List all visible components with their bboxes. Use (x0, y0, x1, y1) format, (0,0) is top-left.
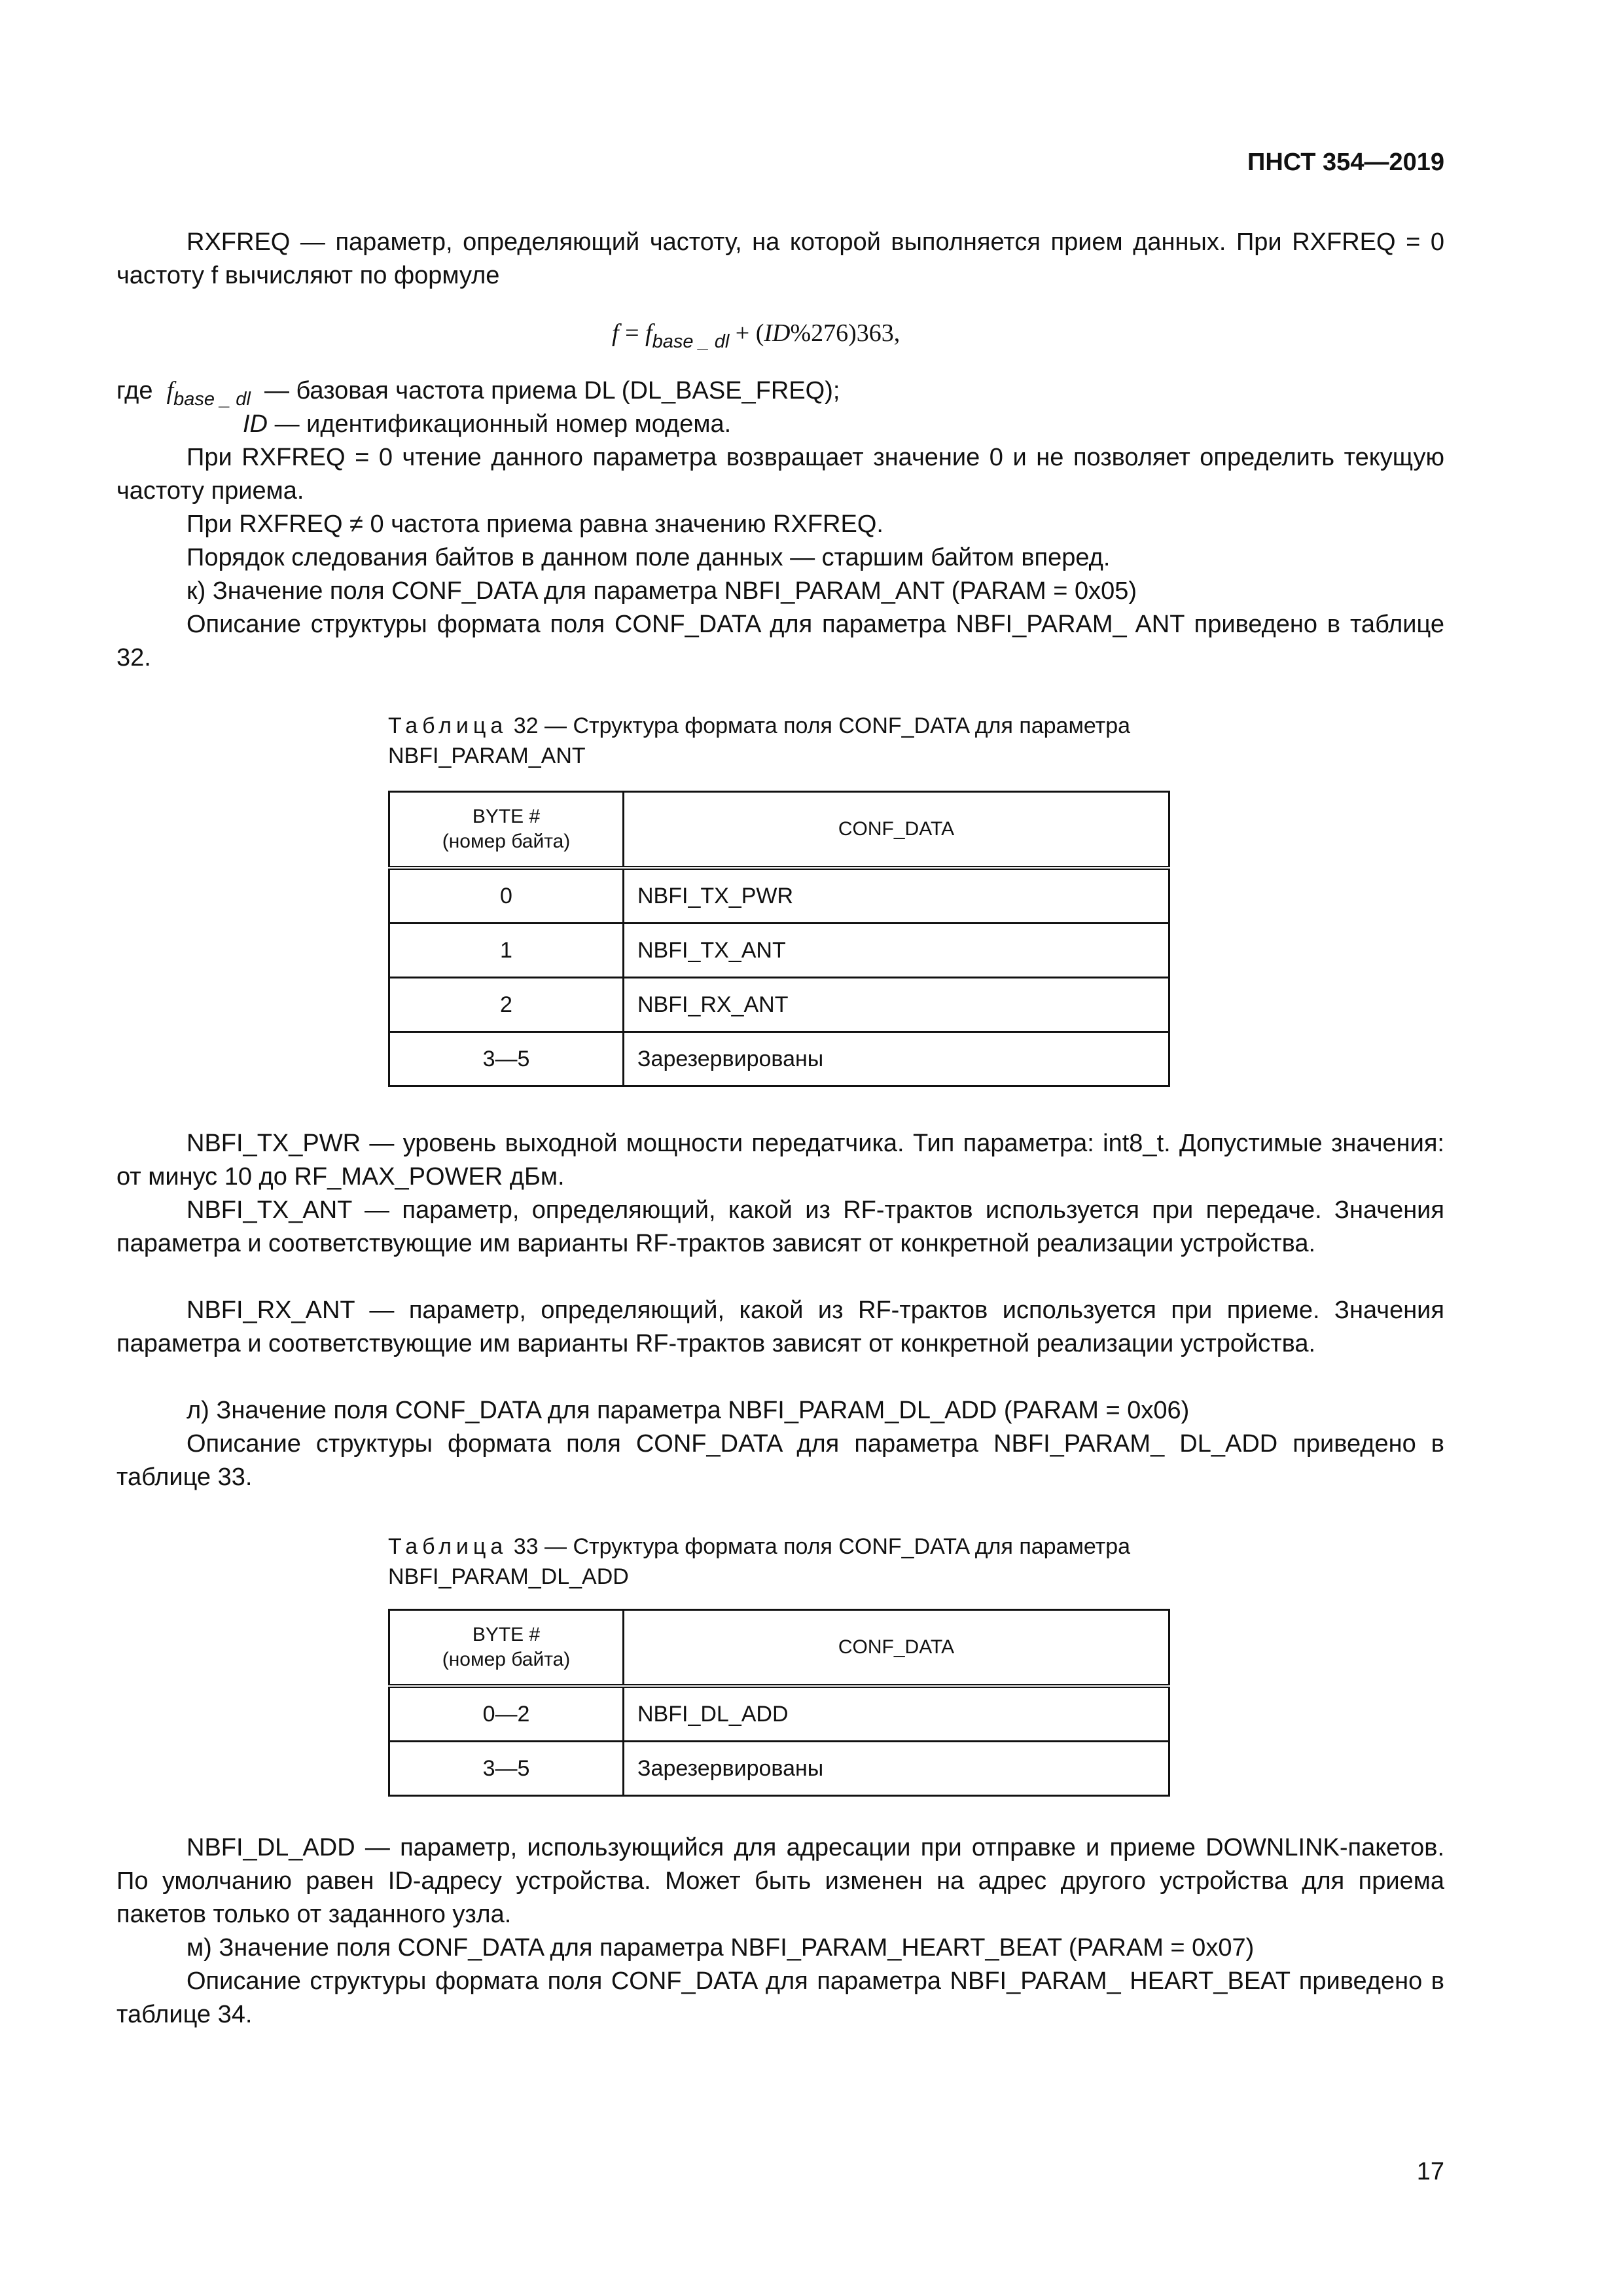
table32-caption-word: Таблица (388, 713, 508, 738)
header-byte (389, 792, 624, 869)
formula-id: ID (764, 319, 791, 347)
table-header-row (389, 792, 1169, 869)
header-byte-sub: (номер байта) (442, 831, 571, 852)
paragraph-dladd: NBFI_DL_ADD — параметр, использующийся для адресации при отправке и приеме DOWNLINK-пакетов. По умолчанию равен ID-адресу устройства. Может быть изменен на адрес другого устройства для приема пакетов только от заданного узла. (116, 1834, 1444, 1928)
paragraph-rxant: NBFI_RX_ANT — параметр, определяющий, какой из RF-трактов используется при приеме. Значения параметра и соответствующие им варианты RF-трактов зависят от конкретной реализации устройства. (116, 1297, 1444, 1357)
table33-caption-text: 33 — Структура формата поля CONF_DATA для параметра (507, 1534, 1131, 1559)
paragraph-rxfreq: RXFREQ — параметр, определяющий частоту, на которой выполняется прием данных. При RXFREQ = 0 частоту f вычисляют по формуле (116, 228, 1444, 289)
table33 (388, 1609, 1170, 1797)
byte-cell: 0—2 (389, 1686, 624, 1742)
formula-plus: + ( (729, 319, 764, 347)
header-byte-label: BYTE # (472, 1624, 541, 1645)
paragraph-k: к) Значение поля CONF_DATA для параметра NBFI_PARAM_ANT (PARAM = 0x05) (187, 577, 1137, 605)
table-header-row (389, 1610, 1169, 1687)
value-cell: Зарезервированы (624, 1032, 1169, 1086)
page-number: 17 (1416, 2158, 1444, 2185)
byte-cell: 0 (389, 868, 624, 924)
table33-caption (388, 1532, 1239, 1592)
table33-caption-word: Таблица (388, 1534, 508, 1559)
paragraph-rx0: При RXFREQ = 0 чтение данного параметра возвращает значение 0 и не позволяет определить текущую частоту приема. (116, 444, 1444, 505)
standard-number: ПНСТ 354—2019 (1247, 149, 1444, 176)
byte-cell: 3—5 (389, 1032, 624, 1086)
formula-rest: %276)363, (790, 319, 901, 347)
paragraph-order: Порядок следования байтов в данном поле данных — старшим байтом вперед. (187, 544, 1111, 571)
where-prefix: где (116, 377, 153, 404)
byte-cell: 1 (389, 924, 624, 978)
formula (612, 317, 900, 359)
value-cell: NBFI_TX_PWR (624, 868, 1169, 924)
formula-f: f (612, 319, 619, 347)
paragraph-m: м) Значение поля CONF_DATA для параметра NBFI_PARAM_HEART_BEAT (PARAM = 0x07) (187, 1934, 1255, 1962)
where-subscript: base _ dl (173, 389, 251, 410)
where-f: f (166, 377, 174, 404)
formula-eq: = (618, 319, 645, 347)
value-cell: NBFI_TX_ANT (624, 924, 1169, 978)
header-byte-sub: (номер байта) (442, 1649, 571, 1670)
formula-subscript: base _ dl (652, 331, 730, 352)
table32 (388, 791, 1170, 1087)
table33-caption-line2: NBFI_PARAM_DL_ADD (388, 1564, 629, 1589)
table-row (389, 1032, 1169, 1086)
where-text: — базовая частота приема DL (DL_BASE_FREQ); (264, 377, 840, 404)
id-line (243, 408, 731, 441)
value-cell: Зарезервированы (624, 1742, 1169, 1796)
id-label: ID (243, 410, 268, 438)
table-row (389, 1742, 1169, 1796)
value-cell: NBFI_RX_ANT (624, 978, 1169, 1032)
paragraph-l: л) Значение поля CONF_DATA для параметра NBFI_PARAM_DL_ADD (PARAM = 0x06) (187, 1397, 1190, 1424)
paragraph-txpwr: NBFI_TX_PWR — уровень выходной мощности передатчика. Тип параметра: int8_t. Допустимые значения: от минус 10 до RF_MAX_POWER дБм. (116, 1130, 1444, 1191)
header-byte-label: BYTE # (472, 806, 541, 827)
table32-caption-line2: NBFI_PARAM_ANT (388, 744, 586, 768)
value-cell: NBFI_DL_ADD (624, 1686, 1169, 1742)
formula-f-base: f (645, 319, 652, 347)
paragraph-txant: NBFI_TX_ANT — параметр, определяющий, какой из RF-трактов используется при передаче. Значения параметра и соответствующие им варианты RF-трактов зависят от конкретной реализации устройства. (116, 1196, 1444, 1257)
paragraph-desc33: Описание структуры формата поля CONF_DATA для параметра NBFI_PARAM_ DL_ADD приведено в таблице 33. (116, 1430, 1444, 1491)
table-row (389, 978, 1169, 1032)
byte-cell: 3—5 (389, 1742, 624, 1796)
header-conf-data: CONF_DATA (624, 1610, 1169, 1687)
byte-cell: 2 (389, 978, 624, 1032)
id-text: — идентификационный номер модема. (274, 410, 732, 438)
paragraph-desc32: Описание структуры формата поля CONF_DATA для параметра NBFI_PARAM_ ANT приведено в таблице 32. (116, 611, 1444, 672)
header-byte (389, 1610, 624, 1687)
paragraph-rxne0: При RXFREQ ≠ 0 частота приема равна значению RXFREQ. (187, 511, 883, 538)
table-row (389, 868, 1169, 924)
table-row (389, 1686, 1169, 1742)
table32-caption (388, 711, 1239, 771)
table-row (389, 924, 1169, 978)
header-conf-data: CONF_DATA (624, 792, 1169, 869)
table32-caption-text: 32 — Структура формата поля CONF_DATA для параметра (507, 713, 1131, 738)
paragraph-desc34: Описание структуры формата поля CONF_DATA для параметра NBFI_PARAM_ HEART_BEAT приведено в таблице 34. (116, 1967, 1444, 2028)
